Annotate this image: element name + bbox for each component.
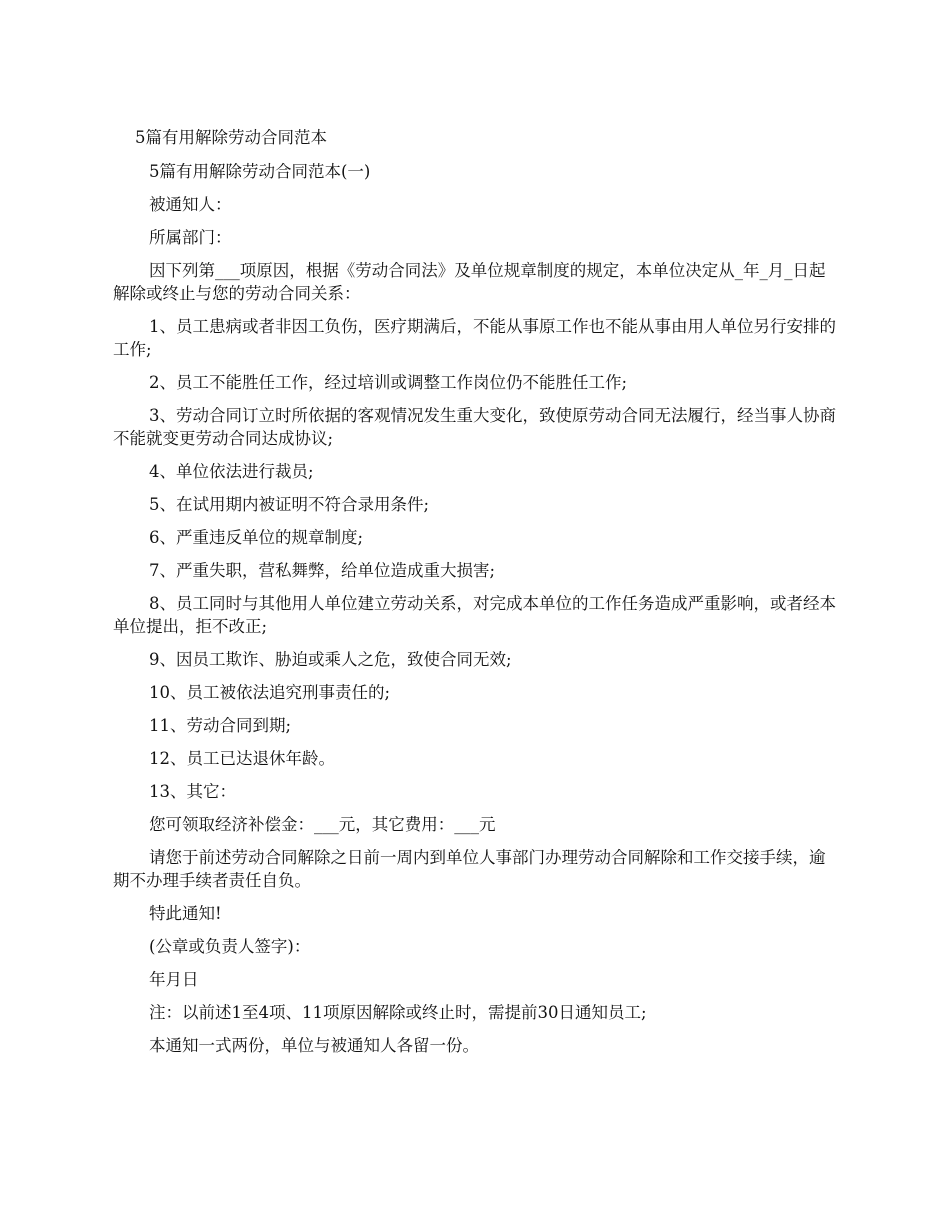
reason-item: 8、员工同时与其他用人单位建立劳动关系，对完成本单位的工作任务造成严重影响，或者经本单位提出，拒不改正; [113,594,836,636]
reason-item: 10、员工被依法追究刑事责任的; [149,683,391,702]
reason-item: 2、员工不能胜任工作，经过培训或调整工作岗位仍不能胜任工作; [149,373,628,392]
note-line: 注：以前述1至4项、11项原因解除或终止时，需提前30日通知员工; [149,1003,647,1022]
recipient-line: 被通知人： [149,195,232,214]
copies-line: 本通知一式两份，单位与被通知人各留一份。 [149,1036,479,1055]
reason-item: 3、劳动合同订立时所依据的客观情况发生重大变化，致使原劳动合同无法履行，经当事人协商不能就变更劳动合同达成协议; [113,406,836,448]
document-title: 5篇有用解除劳动合同范本 [135,128,327,147]
signature-line: (公章或负责人签字)： [149,937,311,956]
handover-instructions: 请您于前述劳动合同解除之日前一周内到单位人事部门办理劳动合同解除和工作交接手续，逾期不办理手续者责任自负。 [113,848,826,890]
compensation-line: 您可领取经济补偿金：___元，其它费用：___元 [149,815,496,834]
reason-item: 11、劳动合同到期; [149,716,292,735]
notice-closing: 特此通知! [149,904,222,923]
reason-item: 9、因员工欺诈、胁迫或乘人之危，致使合同无效; [149,650,512,669]
reason-item: 1、员工患病或者非因工负伤，医疗期满后，不能从事原工作也不能从事由用人单位另行安排的工作; [113,317,836,359]
reason-intro-paragraph: 因下列第___项原因，根据《劳动合同法》及单位规章制度的规定，本单位决定从_年_月_日起解除或终止与您的劳动合同关系： [113,261,826,303]
reason-item: 7、严重失职，营私舞弊，给单位造成重大损害; [149,561,496,580]
reason-item: 13、其它： [149,782,236,801]
reason-item: 5、在试用期内被证明不符合录用条件; [149,495,430,514]
reason-item: 12、员工已达退休年龄。 [149,749,335,768]
section-heading: 5篇有用解除劳动合同范本(一) [149,162,371,181]
reason-item: 6、严重违反单位的规章制度; [149,528,364,547]
reason-item: 4、单位依法进行裁员; [149,462,314,481]
department-line: 所属部门： [149,228,232,247]
date-line: 年月日 [149,970,199,989]
document-body [113,126,841,1067]
